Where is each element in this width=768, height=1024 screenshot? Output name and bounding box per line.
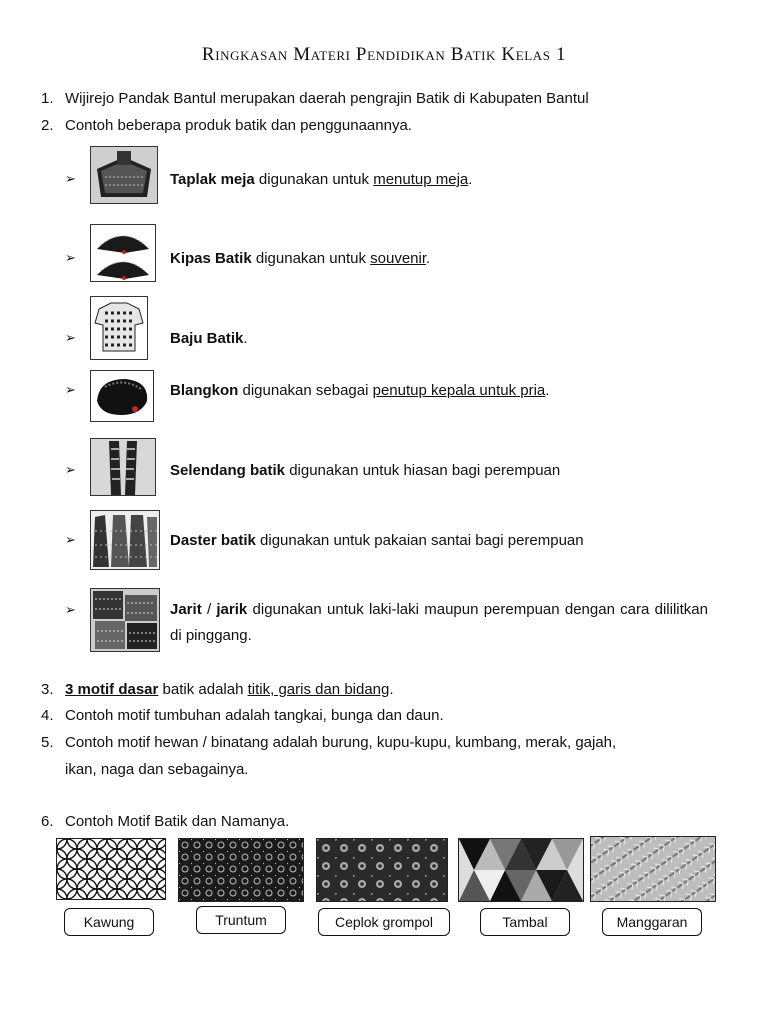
bullet-arrow-icon: ➢ [65,330,76,345]
page-title: Ringkasan Materi Pendidikan Batik Kelas 1 [201,44,567,65]
product-kipas-batik: Kipas Batik digunakan untuk souvenir. [170,250,431,267]
product-jarit: Jarit / jarik digunakan untuk laki-laki maupun perempuan dengan cara dililitkan di pinggang. [170,601,708,644]
product-blangkon: Blangkon digunakan sebagai penutup kepala untuk pria. [170,382,550,399]
product-taplak-meja: Taplak meja digunakan untuk menutup meja. [170,171,473,188]
motif-label-kawung: Kawung [64,908,154,936]
motif-label-ceplok-grompol: Ceplok grompol [318,908,450,936]
list-item-6: 6. Contoh Motif Batik dan Namanya. [41,813,290,830]
list-item-3: 3. 3 motif dasar batik adalah titik, garis dan bidang. [41,681,394,698]
motif-label-manggaran: Manggaran [602,908,702,936]
taplak-meja-image [90,146,158,204]
list-item-1: 1. Wijirejo Pandak Bantul merupakan daerah pengrajin Batik di Kabupaten Bantul [41,90,589,107]
product-daster-batik: Daster batik digunakan untuk pakaian santai bagi perempuan [170,532,584,549]
list-item-4: 4. Contoh motif tumbuhan adalah tangkai, bunga dan daun. [41,707,444,724]
list-item-2: 2. Contoh beberapa produk batik dan penggunaannya. [41,117,412,134]
tambal-motif-image [458,838,584,902]
product-selendang-batik: Selendang batik digunakan untuk hiasan bagi perempuan [170,462,561,479]
list-item-5: 5. Contoh motif hewan / binatang adalah burung, kupu-kupu, kumbang, merak, gajah, [41,734,617,751]
bullet-arrow-icon: ➢ [65,171,76,186]
baju-batik-image [90,296,148,360]
manggaran-motif-image [590,836,716,902]
blangkon-image [90,370,154,422]
bullet-arrow-icon: ➢ [65,382,76,397]
ceplok-grompol-motif-image [316,838,448,902]
motif-label-truntum: Truntum [196,906,286,934]
bullet-arrow-icon: ➢ [65,602,76,617]
daster-batik-image [90,510,160,570]
motif-label-tambal: Tambal [480,908,570,936]
selendang-batik-image [90,438,156,496]
bullet-arrow-icon: ➢ [65,532,76,547]
kawung-motif-image [56,838,166,900]
truntum-motif-image [178,838,304,902]
product-baju-batik: Baju Batik. [170,330,248,347]
list-item-5-continued: ikan, naga dan sebagainya. [65,761,249,778]
bullet-arrow-icon: ➢ [65,462,76,477]
bullet-arrow-icon: ➢ [65,250,76,265]
kipas-batik-image [90,224,156,282]
jarit-batik-image [90,588,160,652]
